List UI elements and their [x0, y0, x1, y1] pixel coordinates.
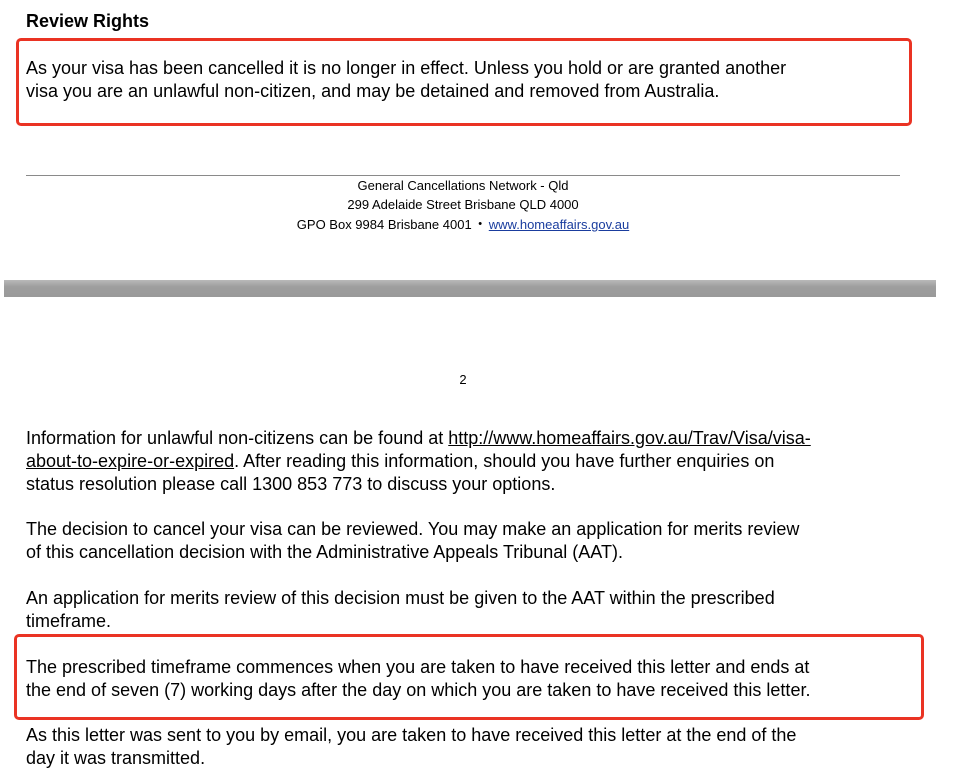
page-break-divider	[4, 280, 936, 297]
paragraph-email-receipt	[26, 724, 926, 770]
paragraph-line: The decision to cancel your visa can be reviewed. You may make an application for merits review	[26, 519, 800, 539]
bullet-separator: •	[478, 218, 483, 230]
paragraph-application-timeframe	[26, 587, 926, 633]
paragraph-line: As this letter was sent to you by email, you are taken to have received this letter at the end of the	[26, 725, 797, 745]
paragraph-line: visa you are an unlawful non-citizen, and may be detained and removed from Australia.	[26, 81, 720, 101]
paragraph-line	[26, 427, 926, 450]
paragraph-line: day it was transmitted.	[26, 748, 206, 768]
footer-street: 299 Adelaide Street Brisbane QLD 4000	[347, 197, 579, 212]
paragraph-line	[26, 450, 926, 473]
visa-info-link[interactable]: http://www.homeaffairs.gov.au/Trav/Visa/visa-	[448, 428, 811, 448]
paragraph-line: As your visa has been cancelled it is no longer in effect. Unless you hold or are granted another	[26, 58, 787, 78]
text-fragment: . After reading this information, should you have further enquiries on	[234, 451, 775, 471]
paragraph-line: timeframe.	[26, 611, 112, 631]
footer-po-box: GPO Box 9984 Brisbane 4001	[296, 217, 472, 232]
paragraph-line: status resolution please call 1300 853 773 to discuss your options.	[26, 474, 556, 494]
text-fragment: Information for unlawful non-citizens can be found at	[26, 428, 449, 448]
paragraph-decision-review	[26, 518, 926, 564]
section-heading-review-rights: Review Rights	[26, 11, 150, 31]
footer-divider	[26, 175, 900, 176]
footer-contact	[0, 217, 926, 234]
page-number: 2	[459, 372, 467, 387]
paragraph-prescribed-timeframe	[26, 656, 926, 702]
paragraph-line: of this cancellation decision with the Administrative Appeals Tribunal (AAT).	[26, 542, 623, 562]
footer-website-link[interactable]: www.homeaffairs.gov.au	[488, 217, 630, 232]
paragraph-line: the end of seven (7) working days after the day on which you are taken to have received this letter.	[26, 680, 811, 700]
visa-info-link-continued[interactable]: about-to-expire-or-expired	[26, 451, 235, 471]
paragraph-visa-effect	[26, 57, 926, 103]
footer-org: General Cancellations Network - Qld	[357, 178, 569, 193]
paragraph-line: An application for merits review of this decision must be given to the AAT within the prescribed	[26, 588, 775, 608]
paragraph-line: The prescribed timeframe commences when you are taken to have received this letter and ends at	[26, 657, 810, 677]
paragraph-unlawful-info	[26, 427, 926, 496]
